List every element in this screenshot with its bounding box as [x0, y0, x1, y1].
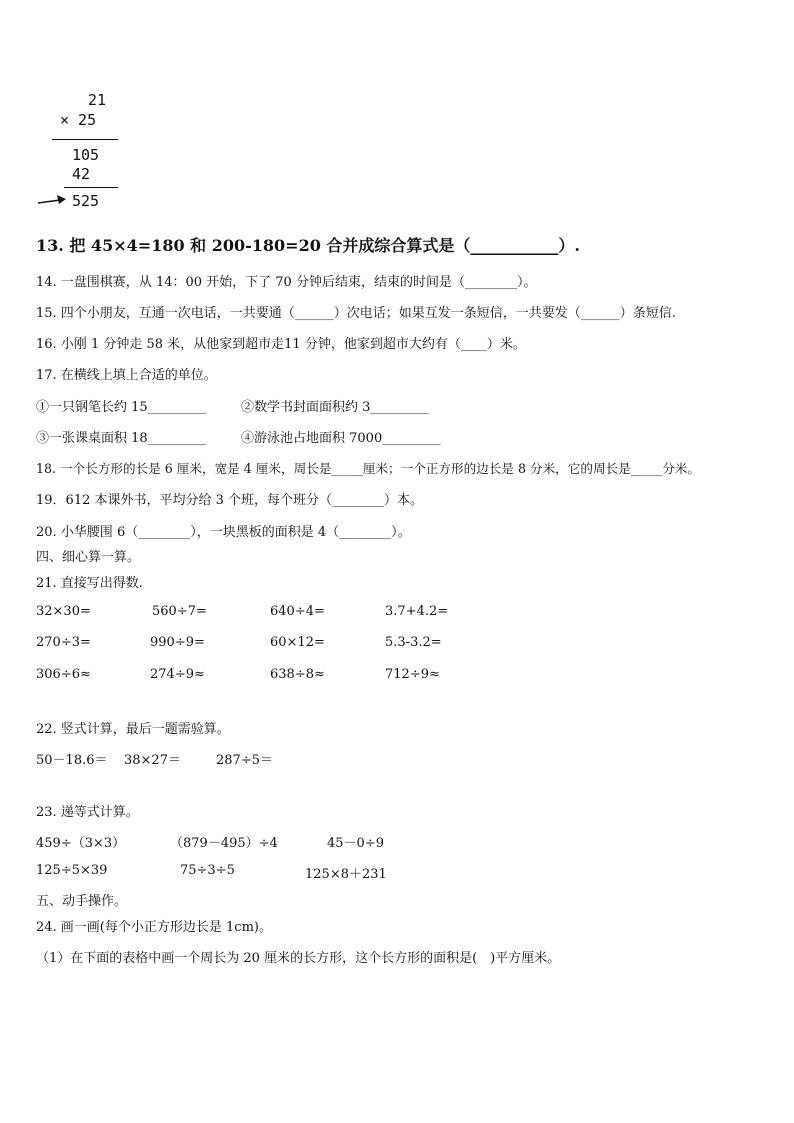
q21-cell: 990÷9=	[150, 635, 205, 650]
q21-cell: 274÷9≈	[150, 667, 205, 682]
mult-partial-1: 105	[72, 146, 100, 164]
q17-item-2: ②数学书封面面积约 3_________	[241, 400, 429, 415]
q23-item: 459÷（3×3）	[36, 836, 126, 851]
question-23: 23. 递等式计算。	[36, 805, 139, 820]
q21-cell: 638÷8≈	[270, 667, 325, 682]
question-13: 13. 把 45×4=180 和 200-180=20 合并成综合算式是（___________）.	[36, 236, 580, 255]
q23-item: 125÷5×39	[36, 863, 108, 878]
q22-item: 50－18.6＝	[36, 753, 108, 768]
question-21: 21. 直接写出得数.	[36, 576, 143, 591]
q22-item: 287÷5＝	[216, 753, 273, 768]
section-4-heading: 四、细心算一算。	[36, 550, 141, 565]
mult-result: 525	[72, 192, 100, 210]
question-16: 16. 小刚 1 分钟走 58 米，从他家到超市走11 分钟，他家到超市大约有（____）米。	[36, 337, 526, 352]
question-22: 22. 竖式计算，最后一题需验算。	[36, 722, 230, 737]
q21-cell: 3.7+4.2=	[385, 604, 449, 619]
section-5-heading: 五、动手操作。	[36, 894, 128, 909]
mult-line-2	[64, 187, 118, 188]
q21-cell: 712÷9≈	[385, 667, 440, 682]
q21-cell: 306÷6≈	[36, 667, 91, 682]
q23-item: 125×8＋231	[305, 867, 387, 882]
q17-item-4: ④游泳池占地面积 7000_________	[241, 431, 441, 446]
q21-cell: 640÷4=	[270, 604, 325, 619]
arrow-icon	[38, 194, 66, 213]
q17-item-1: ①一只钢笔长约 15_________	[36, 400, 207, 415]
question-19: 19．612 本课外书，平均分给 3 个班，每个班分（________）本。	[36, 493, 424, 508]
q21-cell: 32×30=	[36, 604, 91, 619]
q22-item: 38×27＝	[124, 753, 181, 768]
mult-line-1	[52, 139, 118, 140]
question-14: 14. 一盘围棋赛，从 14：00 开始，下了 70 分钟后结束，结束的时间是（________）。	[36, 275, 537, 290]
question-17: 17. 在横线上填上合适的单位。	[36, 368, 217, 383]
mult-top: 21	[88, 91, 107, 109]
q23-item: 75÷3÷5	[180, 863, 235, 878]
question-15: 15. 四个小朋友，互通一次电话，一共要通（______）次电话；如果互发一条短信，一共要发（______）条短信.	[36, 306, 676, 321]
q21-cell: 270÷3=	[36, 635, 91, 650]
question-18: 18. 一个长方形的长是 6 厘米，宽是 4 厘米，周长是_____厘米；一个正方形的边长是 8 分米，它的周长是_____分米。	[36, 461, 700, 476]
q21-cell: 5.3-3.2=	[385, 635, 442, 650]
question-24-1: （1）在下面的表格中画一个周长为 20 厘米的长方形，这个长方形的面积是( )平方厘米。	[36, 951, 561, 966]
q21-cell: 560÷7=	[152, 604, 207, 619]
mult-factor: × 25	[60, 111, 97, 129]
question-20: 20. 小华腰围 6（________），一块黑板的面积是 4（________）。	[36, 525, 411, 540]
question-24: 24. 画一画(每个小正方形边长是 1cm)。	[36, 920, 272, 935]
q17-item-3: ③一张课桌面积 18_________	[36, 431, 207, 446]
q21-cell: 60×12=	[270, 635, 325, 650]
q23-item: 45－0÷9	[327, 836, 384, 851]
q23-item: （879－495）÷4	[170, 836, 278, 851]
mult-partial-2: 42	[72, 165, 91, 183]
